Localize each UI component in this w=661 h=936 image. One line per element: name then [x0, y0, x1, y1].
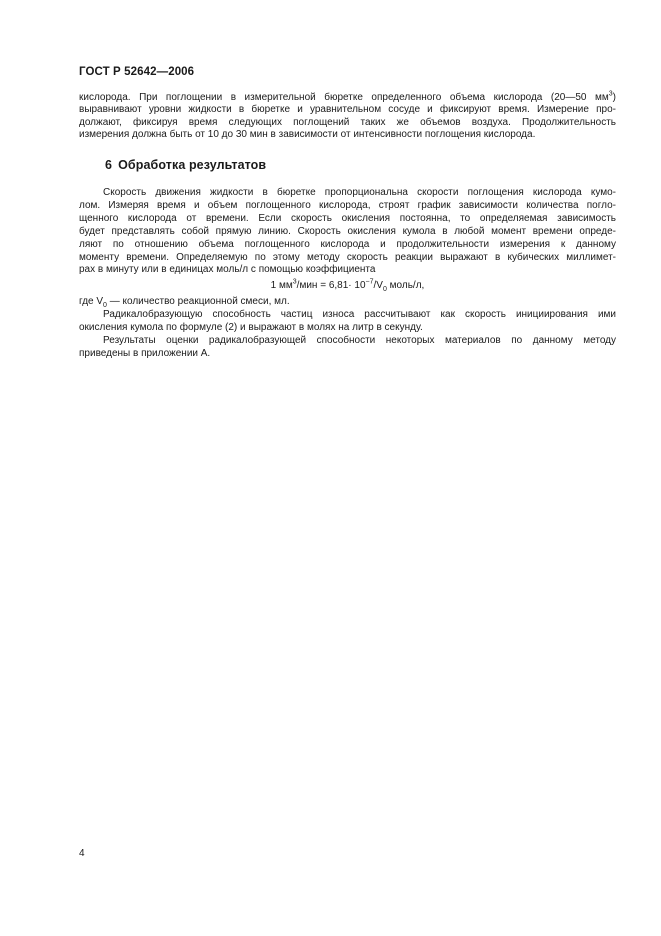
paragraph-rate-line-6: моменту времени. Определяемую по этому методу скорость реакции выражают в кубических миллимет-	[79, 251, 616, 263]
intro-line-1-text: кислорода. При поглощении в измерительной бюретке определенного объема кислорода (20—50 мм	[79, 92, 609, 103]
intro-paragraph	[79, 92, 616, 142]
paragraph-rate-line-4: будет представлять собой прямую линию. Скорость окисления кумола в любой момент времени опреде-	[79, 225, 616, 237]
paragraph-results-line-2: приведены в приложении А.	[79, 347, 211, 359]
paragraph-rate-line-3: щенного кислорода от времени. Если скорость окисления постоянна, то определяемая зависимость	[79, 212, 616, 224]
where-clause-text-1: где V	[79, 296, 104, 308]
formula-sub-1: 0	[382, 286, 387, 294]
conversion-formula	[79, 280, 616, 293]
section-body	[79, 187, 616, 361]
intro-line-1	[79, 92, 616, 104]
paragraph-radical-line-2: окисления кумола по формуле (2) и выражают в молях на литр в секунду.	[79, 322, 423, 334]
formula-part-2: /мин = 6,81· 10	[296, 280, 366, 292]
paragraph-rate-line-2: лом. Измеряя время и объем поглощенного кислорода, строят график зависимости количества погло-	[79, 199, 616, 211]
intro-line-3: должают, фиксируя время следующих поглощений таких же объемов воздуха. Продолжительность	[79, 116, 616, 128]
paragraph-rate-line-7: рах в минуту или в единицах моль/л с помощью коэффициента	[79, 264, 376, 276]
formula-part-4: моль/л,	[386, 280, 425, 292]
formula-sup-2: −7	[365, 279, 374, 287]
paragraph-rate-line-5: ляют по отношению объема поглощенного кислорода и продолжительности измерения к данному	[79, 238, 616, 250]
page-number: 4	[79, 848, 85, 859]
formula-part-3: /V	[373, 280, 383, 292]
paragraph-rate-line-1: Скорость движения жидкости в бюретке пропорциональна скорости поглощения кислорода кумо-	[103, 187, 616, 198]
section-title: Обработка результатов	[118, 158, 267, 172]
where-clause-sub: 0	[103, 302, 107, 310]
intro-line-2: выравнивают уровни жидкости в бюретке и уравнительном сосуде и фиксируют время. Измерение про-	[79, 104, 616, 116]
paragraph-radical	[79, 309, 616, 335]
section-heading	[105, 158, 266, 172]
document-id: ГОСТ Р 52642—2006	[79, 66, 195, 78]
where-clause-text-2: — количество реакционной смеси, мл.	[106, 296, 290, 308]
paragraph-radical-line-1: Радикалобразующую способность частиц износа рассчитывают как скорость инициирования ими	[103, 309, 616, 321]
paragraph-results	[79, 335, 616, 361]
intro-line-1-close: )	[612, 92, 616, 103]
intro-line-1-superscript: 3	[608, 90, 613, 98]
intro-line-4: измерения должна быть от 10 до 30 мин в зависимости от интенсивности поглощения кислорода.	[79, 129, 536, 141]
where-clause	[79, 296, 616, 309]
formula-part-1: 1 мм	[270, 280, 293, 292]
paragraph-results-line-1: Результаты оценки радикалобразующей способности некоторых материалов по данному методу	[103, 334, 616, 346]
paragraph-rate	[79, 187, 616, 277]
formula-sup-1: 3	[292, 279, 297, 287]
section-number: 6	[105, 158, 113, 172]
document-header	[79, 66, 194, 78]
